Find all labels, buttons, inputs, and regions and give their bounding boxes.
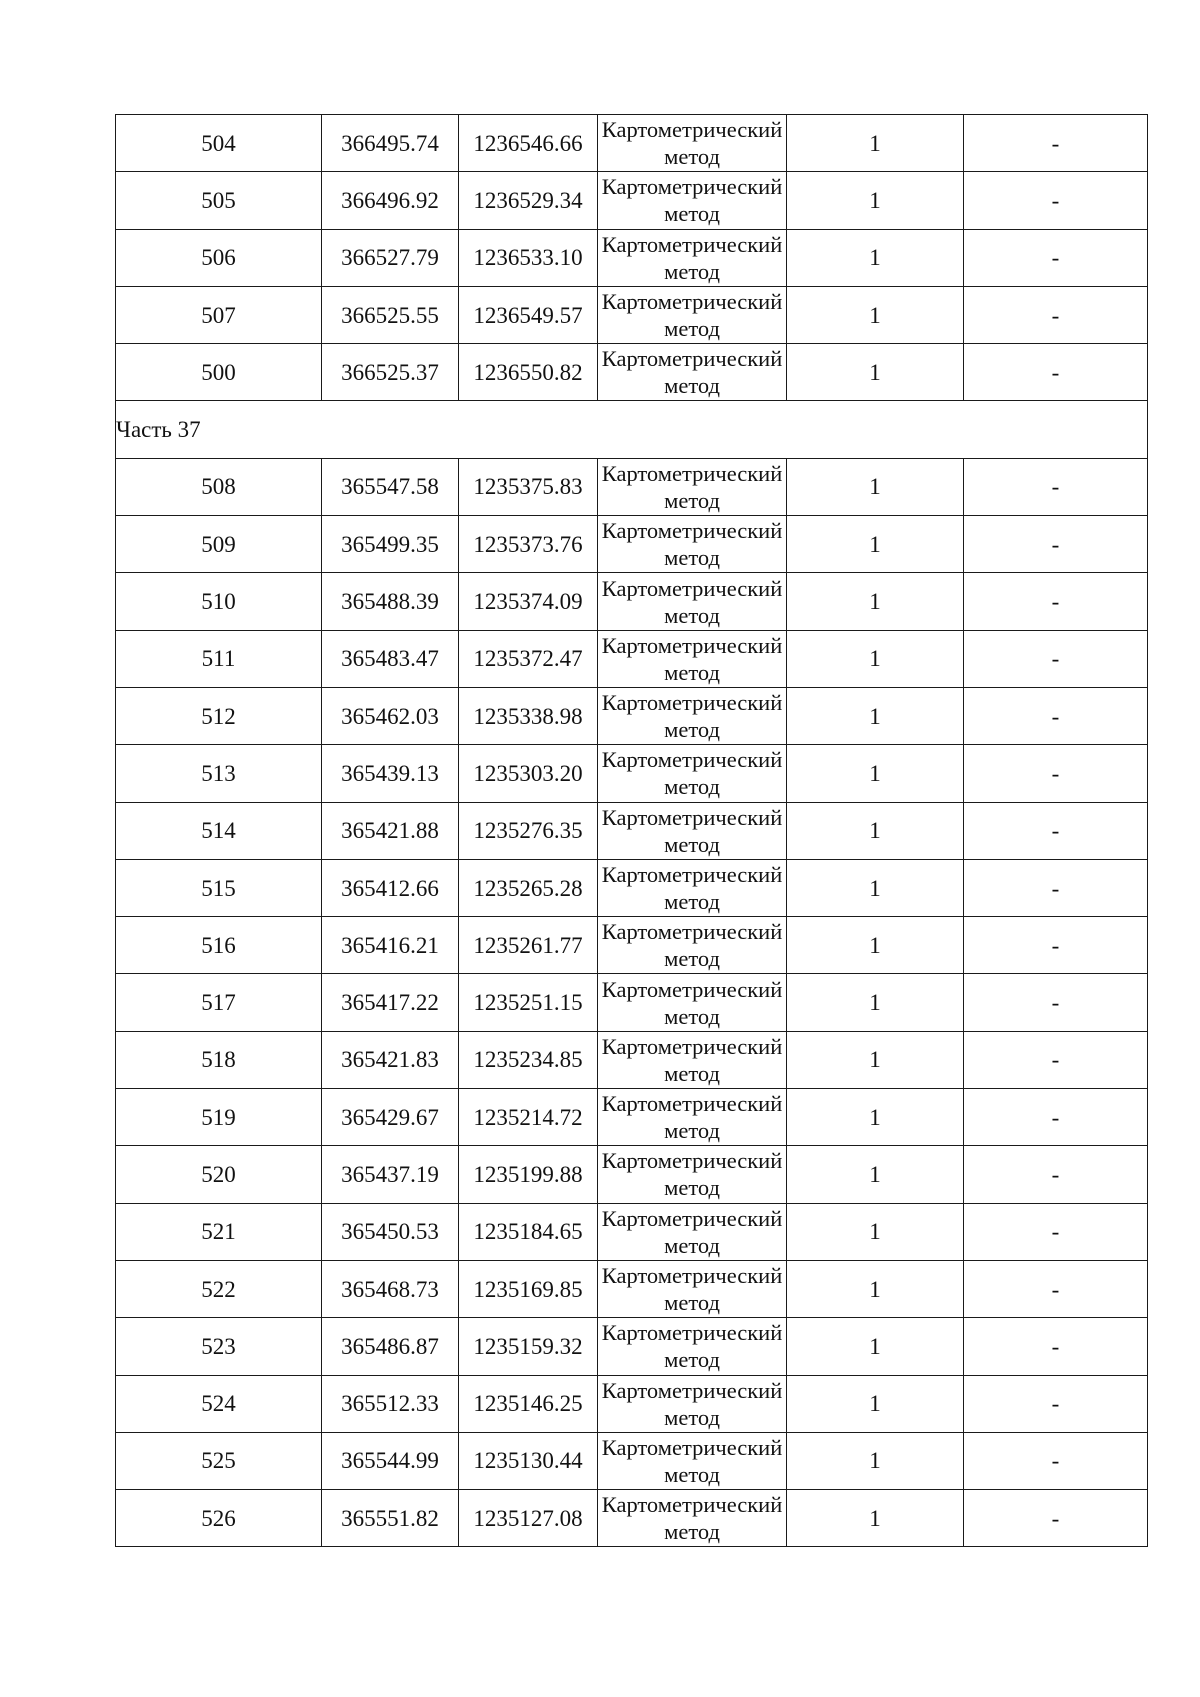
- table-row: [116, 859, 1148, 916]
- method-cell: Картометрический метод: [598, 229, 787, 286]
- precision-cell: 1: [787, 1203, 964, 1260]
- method-cell: Картометрический метод: [598, 458, 787, 515]
- table-row: [116, 1089, 1148, 1146]
- table-row: [116, 802, 1148, 859]
- point-number-cell: 525: [116, 1432, 322, 1489]
- y-coordinate-cell: 1235146.25: [459, 1375, 598, 1432]
- x-coordinate-cell: 365551.82: [322, 1490, 459, 1547]
- point-number-cell: 509: [116, 516, 322, 573]
- point-number-cell: 518: [116, 1031, 322, 1088]
- coordinates-table-body: [116, 115, 1148, 1547]
- note-cell: -: [964, 344, 1148, 401]
- point-number-cell: 513: [116, 745, 322, 802]
- y-coordinate-cell: 1235169.85: [459, 1260, 598, 1317]
- precision-cell: 1: [787, 458, 964, 515]
- method-cell: Картометрический метод: [598, 687, 787, 744]
- point-number-cell: 506: [116, 229, 322, 286]
- y-coordinate-cell: 1235261.77: [459, 917, 598, 974]
- y-coordinate-cell: 1235338.98: [459, 687, 598, 744]
- y-coordinate-cell: 1235127.08: [459, 1490, 598, 1547]
- table-row: [116, 917, 1148, 974]
- x-coordinate-cell: 365483.47: [322, 630, 459, 687]
- note-cell: -: [964, 115, 1148, 172]
- method-cell: Картометрический метод: [598, 1089, 787, 1146]
- point-number-cell: 508: [116, 458, 322, 515]
- x-coordinate-cell: 366525.37: [322, 344, 459, 401]
- precision-cell: 1: [787, 1146, 964, 1203]
- table-row: [116, 1490, 1148, 1547]
- method-cell: Картометрический метод: [598, 1375, 787, 1432]
- method-cell: Картометрический метод: [598, 859, 787, 916]
- precision-cell: 1: [787, 286, 964, 343]
- method-cell: Картометрический метод: [598, 573, 787, 630]
- table-row: [116, 1146, 1148, 1203]
- x-coordinate-cell: 366495.74: [322, 115, 459, 172]
- method-cell: Картометрический метод: [598, 1031, 787, 1088]
- precision-cell: 1: [787, 859, 964, 916]
- method-cell: Картометрический метод: [598, 516, 787, 573]
- method-cell: Картометрический метод: [598, 286, 787, 343]
- note-cell: -: [964, 1490, 1148, 1547]
- y-coordinate-cell: 1235251.15: [459, 974, 598, 1031]
- x-coordinate-cell: 366496.92: [322, 172, 459, 229]
- note-cell: -: [964, 687, 1148, 744]
- point-number-cell: 524: [116, 1375, 322, 1432]
- table-row: [116, 516, 1148, 573]
- point-number-cell: 505: [116, 172, 322, 229]
- note-cell: -: [964, 1089, 1148, 1146]
- method-cell: Картометрический метод: [598, 745, 787, 802]
- table-row: [116, 115, 1148, 172]
- method-cell: Картометрический метод: [598, 115, 787, 172]
- method-cell: Картометрический метод: [598, 1260, 787, 1317]
- precision-cell: 1: [787, 1490, 964, 1547]
- table-row: [116, 1031, 1148, 1088]
- point-number-cell: 512: [116, 687, 322, 744]
- y-coordinate-cell: 1235303.20: [459, 745, 598, 802]
- y-coordinate-cell: 1236529.34: [459, 172, 598, 229]
- point-number-cell: 500: [116, 344, 322, 401]
- y-coordinate-cell: 1235130.44: [459, 1432, 598, 1489]
- x-coordinate-cell: 365544.99: [322, 1432, 459, 1489]
- table-row: [116, 286, 1148, 343]
- x-coordinate-cell: 365488.39: [322, 573, 459, 630]
- note-cell: -: [964, 573, 1148, 630]
- table-row: [116, 1318, 1148, 1375]
- point-number-cell: 515: [116, 859, 322, 916]
- point-number-cell: 510: [116, 573, 322, 630]
- table-row: [116, 229, 1148, 286]
- table-row: [116, 1375, 1148, 1432]
- x-coordinate-cell: 365421.83: [322, 1031, 459, 1088]
- method-cell: Картометрический метод: [598, 1432, 787, 1489]
- table-row: [116, 974, 1148, 1031]
- note-cell: -: [964, 1375, 1148, 1432]
- precision-cell: 1: [787, 745, 964, 802]
- point-number-cell: 522: [116, 1260, 322, 1317]
- x-coordinate-cell: 365512.33: [322, 1375, 459, 1432]
- y-coordinate-cell: 1235375.83: [459, 458, 598, 515]
- x-coordinate-cell: 365421.88: [322, 802, 459, 859]
- precision-cell: 1: [787, 1318, 964, 1375]
- point-number-cell: 516: [116, 917, 322, 974]
- table-row: [116, 573, 1148, 630]
- y-coordinate-cell: 1235159.32: [459, 1318, 598, 1375]
- point-number-cell: 523: [116, 1318, 322, 1375]
- note-cell: -: [964, 1031, 1148, 1088]
- table-row: [116, 172, 1148, 229]
- method-cell: Картометрический метод: [598, 1203, 787, 1260]
- y-coordinate-cell: 1235184.65: [459, 1203, 598, 1260]
- note-cell: -: [964, 1146, 1148, 1203]
- point-number-cell: 504: [116, 115, 322, 172]
- y-coordinate-cell: 1235265.28: [459, 859, 598, 916]
- method-cell: Картометрический метод: [598, 630, 787, 687]
- note-cell: -: [964, 1318, 1148, 1375]
- x-coordinate-cell: 365439.13: [322, 745, 459, 802]
- table-row: [116, 687, 1148, 744]
- y-coordinate-cell: 1235374.09: [459, 573, 598, 630]
- y-coordinate-cell: 1235276.35: [459, 802, 598, 859]
- point-number-cell: 517: [116, 974, 322, 1031]
- precision-cell: 1: [787, 917, 964, 974]
- y-coordinate-cell: 1236550.82: [459, 344, 598, 401]
- table-row: [116, 745, 1148, 802]
- note-cell: -: [964, 229, 1148, 286]
- x-coordinate-cell: 365462.03: [322, 687, 459, 744]
- precision-cell: 1: [787, 1089, 964, 1146]
- precision-cell: 1: [787, 1260, 964, 1317]
- point-number-cell: 521: [116, 1203, 322, 1260]
- table-row: [116, 458, 1148, 515]
- method-cell: Картометрический метод: [598, 974, 787, 1031]
- note-cell: -: [964, 1260, 1148, 1317]
- point-number-cell: 514: [116, 802, 322, 859]
- x-coordinate-cell: 365437.19: [322, 1146, 459, 1203]
- table-row: [116, 344, 1148, 401]
- precision-cell: 1: [787, 630, 964, 687]
- note-cell: -: [964, 1432, 1148, 1489]
- point-number-cell: 507: [116, 286, 322, 343]
- precision-cell: 1: [787, 344, 964, 401]
- note-cell: -: [964, 802, 1148, 859]
- x-coordinate-cell: 365499.35: [322, 516, 459, 573]
- precision-cell: 1: [787, 115, 964, 172]
- precision-cell: 1: [787, 229, 964, 286]
- method-cell: Картометрический метод: [598, 917, 787, 974]
- point-number-cell: 519: [116, 1089, 322, 1146]
- point-number-cell: 520: [116, 1146, 322, 1203]
- y-coordinate-cell: 1236549.57: [459, 286, 598, 343]
- method-cell: Картометрический метод: [598, 1146, 787, 1203]
- point-number-cell: 511: [116, 630, 322, 687]
- y-coordinate-cell: 1235373.76: [459, 516, 598, 573]
- y-coordinate-cell: 1235214.72: [459, 1089, 598, 1146]
- note-cell: -: [964, 859, 1148, 916]
- method-cell: Картометрический метод: [598, 172, 787, 229]
- point-number-cell: 526: [116, 1490, 322, 1547]
- y-coordinate-cell: 1236546.66: [459, 115, 598, 172]
- y-coordinate-cell: 1236533.10: [459, 229, 598, 286]
- method-cell: Картометрический метод: [598, 802, 787, 859]
- table-row: [116, 1203, 1148, 1260]
- x-coordinate-cell: 365468.73: [322, 1260, 459, 1317]
- method-cell: Картометрический метод: [598, 1318, 787, 1375]
- note-cell: -: [964, 917, 1148, 974]
- precision-cell: 1: [787, 1432, 964, 1489]
- note-cell: -: [964, 458, 1148, 515]
- precision-cell: 1: [787, 516, 964, 573]
- note-cell: -: [964, 630, 1148, 687]
- precision-cell: 1: [787, 1031, 964, 1088]
- y-coordinate-cell: 1235199.88: [459, 1146, 598, 1203]
- x-coordinate-cell: 365412.66: [322, 859, 459, 916]
- note-cell: -: [964, 974, 1148, 1031]
- y-coordinate-cell: 1235234.85: [459, 1031, 598, 1088]
- x-coordinate-cell: 365417.22: [322, 974, 459, 1031]
- precision-cell: 1: [787, 974, 964, 1031]
- table-row: [116, 1260, 1148, 1317]
- table-row: [116, 1432, 1148, 1489]
- precision-cell: 1: [787, 687, 964, 744]
- note-cell: -: [964, 745, 1148, 802]
- table-row: [116, 630, 1148, 687]
- x-coordinate-cell: 365486.87: [322, 1318, 459, 1375]
- method-cell: Картометрический метод: [598, 1490, 787, 1547]
- y-coordinate-cell: 1235372.47: [459, 630, 598, 687]
- x-coordinate-cell: 365450.53: [322, 1203, 459, 1260]
- method-cell: Картометрический метод: [598, 344, 787, 401]
- x-coordinate-cell: 365429.67: [322, 1089, 459, 1146]
- x-coordinate-cell: 365547.58: [322, 458, 459, 515]
- x-coordinate-cell: 365416.21: [322, 917, 459, 974]
- precision-cell: 1: [787, 573, 964, 630]
- note-cell: -: [964, 1203, 1148, 1260]
- precision-cell: 1: [787, 172, 964, 229]
- precision-cell: 1: [787, 802, 964, 859]
- x-coordinate-cell: 366525.55: [322, 286, 459, 343]
- section-row: [116, 401, 1148, 458]
- note-cell: -: [964, 172, 1148, 229]
- coordinates-table: [115, 114, 1148, 1547]
- note-cell: -: [964, 516, 1148, 573]
- section-label: Часть 37: [116, 401, 1148, 458]
- x-coordinate-cell: 366527.79: [322, 229, 459, 286]
- precision-cell: 1: [787, 1375, 964, 1432]
- note-cell: -: [964, 286, 1148, 343]
